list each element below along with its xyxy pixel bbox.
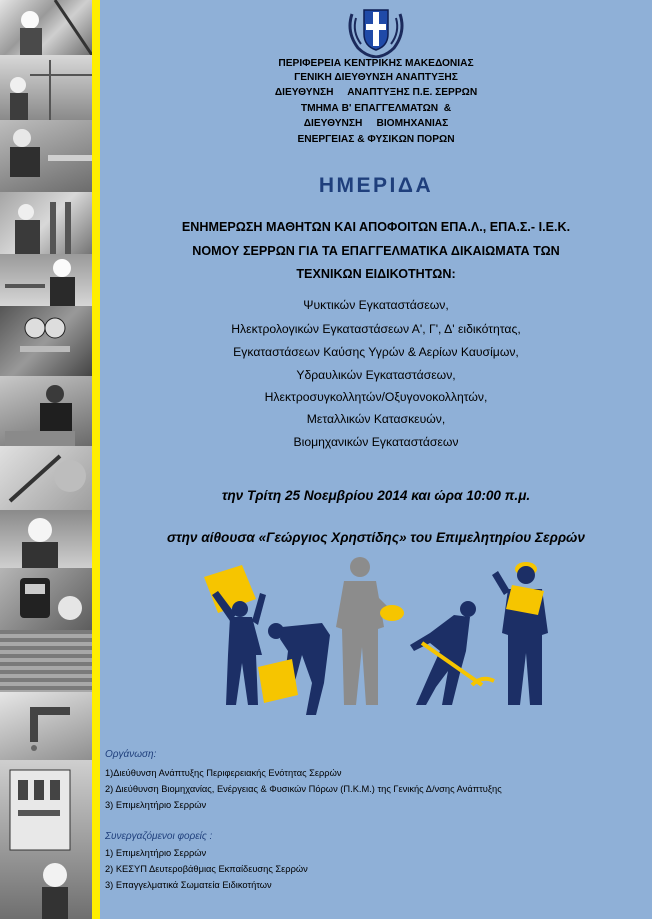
partner-item: 3) Επαγγελματικά Σωματεία Ειδικοτήτων	[105, 880, 272, 890]
header-line-2: ΓΕΝΙΚΗ ΔΙΕΥΘΥΝΣΗ ΑΝΑΠΤΥΞΗΣ	[294, 72, 458, 83]
header-line-4: ΤΜΗΜΑ Β' ΕΠΑΓΓΕΛΜΑΤΩΝ &	[300, 103, 452, 114]
photo-worker-helmet	[0, 510, 92, 568]
photo-pipes	[0, 192, 92, 254]
photo-plumber	[0, 120, 92, 192]
subject-line-1: ΕΝΗΜΕΡΩΣΗ ΜΑΘΗΤΩΝ ΚΑΙ ΑΠΟΦΟΙΤΩΝ ΕΠΑ.Λ., ΕΠΑ.Σ.- Ι.Ε.Κ.	[181, 220, 571, 234]
photo-welder	[0, 376, 92, 446]
header-line-3: ΔΙΕΥΘΥΝΣΗ ΑΝΑΠΤΥΞΗΣ Π.Ε. ΣΕΡΡΩΝ	[274, 87, 478, 98]
photo-workers-ladder	[0, 0, 92, 55]
photo-faucet	[0, 692, 92, 760]
worker-pickaxe	[410, 601, 494, 705]
worker-clipboard	[492, 562, 548, 705]
photo-construction	[0, 55, 92, 120]
page-title: ΗΜΕΡΙΔΑ	[318, 174, 434, 197]
header-line-6: ΕΝΕΡΓΕΙΑΣ & ΦΥΣΙΚΩΝ ΠΟΡΩΝ	[297, 134, 455, 145]
subject-line-2: ΝΟΜΟΥ ΣΕΡΡΩΝ ΓΙΑ ΤΑ ΕΠΑΓΓΕΛΜΑΤΙΚΑ ΔΙΚΑΙΩΜΑΤΑ ΤΩΝ	[192, 244, 560, 258]
subject-line-3: ΤΕΧΝΙΚΩΝ ΕΙΔΙΚΟΤΗΤΩΝ:	[296, 267, 456, 281]
partner-item: 2) ΚΕΣΥΠ Δευτεροβάθμιας Εκπαίδευσης Σερρών	[105, 864, 308, 874]
header-line-5: ΔΙΕΥΘΥΝΣΗ ΒΙΟΜΗΧΑΝΙΑΣ	[303, 118, 449, 129]
organization-item: 1)Διεύθυνση Ανάπτυξης Περιφερειακής Ενότητας Σερρών	[105, 768, 342, 778]
worker-lifting-box	[204, 565, 266, 705]
poster-content	[100, 0, 652, 919]
specialty-item: Βιομηχανικών Εγκαταστάσεων	[293, 435, 459, 449]
specialty-item: Μεταλλικών Κατασκευών,	[306, 412, 446, 426]
photo-gauges	[0, 306, 92, 376]
photo-strip	[0, 0, 92, 919]
partner-item: 1) Επιμελητήριο Σερρών	[105, 848, 207, 858]
specialty-item: Υδραυλικών Εγκαταστάσεων,	[296, 368, 456, 382]
partners-heading: Συνεργαζόμενοι φορείς :	[105, 831, 213, 842]
specialty-item: Εγκαταστάσεων Καύσης Υγρών & Αερίων Καυσίμων,	[233, 345, 519, 359]
photo-tools	[0, 446, 92, 510]
header-line-1: ΠΕΡΙΦΕΡΕΙΑ ΚΕΝΤΡΙΚΗΣ ΜΑΚΕΔΟΝΙΑΣ	[278, 58, 474, 69]
photo-electric-panel	[0, 760, 92, 919]
photo-meter	[0, 568, 92, 630]
worker-gray-helmet	[336, 557, 404, 705]
organization-heading: Οργάνωση:	[105, 749, 157, 760]
event-date: την Τρίτη 25 Νοεμβρίου 2014 και ώρα 10:00 π.μ.	[221, 488, 531, 503]
specialty-item: Ηλεκτρολογικών Εγκαταστάσεων Α', Γ', Δ' ειδικότητας,	[231, 322, 521, 336]
specialty-item: Ηλεκτροσυγκολλητών/Οξυγονοκολλητών,	[264, 390, 488, 404]
organization-item: 2) Διεύθυνση Βιομηχανίας, Ενέργειας & Φυσικών Πόρων (Π.Κ.Μ.) της Γενικής Δ/νσης Ανάπτυξης	[105, 784, 502, 794]
photo-shutter	[0, 630, 92, 692]
specialty-item: Ψυκτικών Εγκαταστάσεων,	[303, 298, 449, 312]
organization-item: 3) Επιμελητήριο Σερρών	[105, 800, 207, 810]
photo-technician	[0, 254, 92, 306]
worker-silhouettes-illustration	[204, 555, 554, 730]
greek-coat-of-arms-icon	[344, 4, 408, 58]
accent-bar	[92, 0, 100, 919]
event-venue: στην αίθουσα «Γεώργιος Χρηστίδης» του Επιμελητηρίου Σερρών	[167, 530, 585, 545]
worker-bending	[258, 623, 330, 715]
